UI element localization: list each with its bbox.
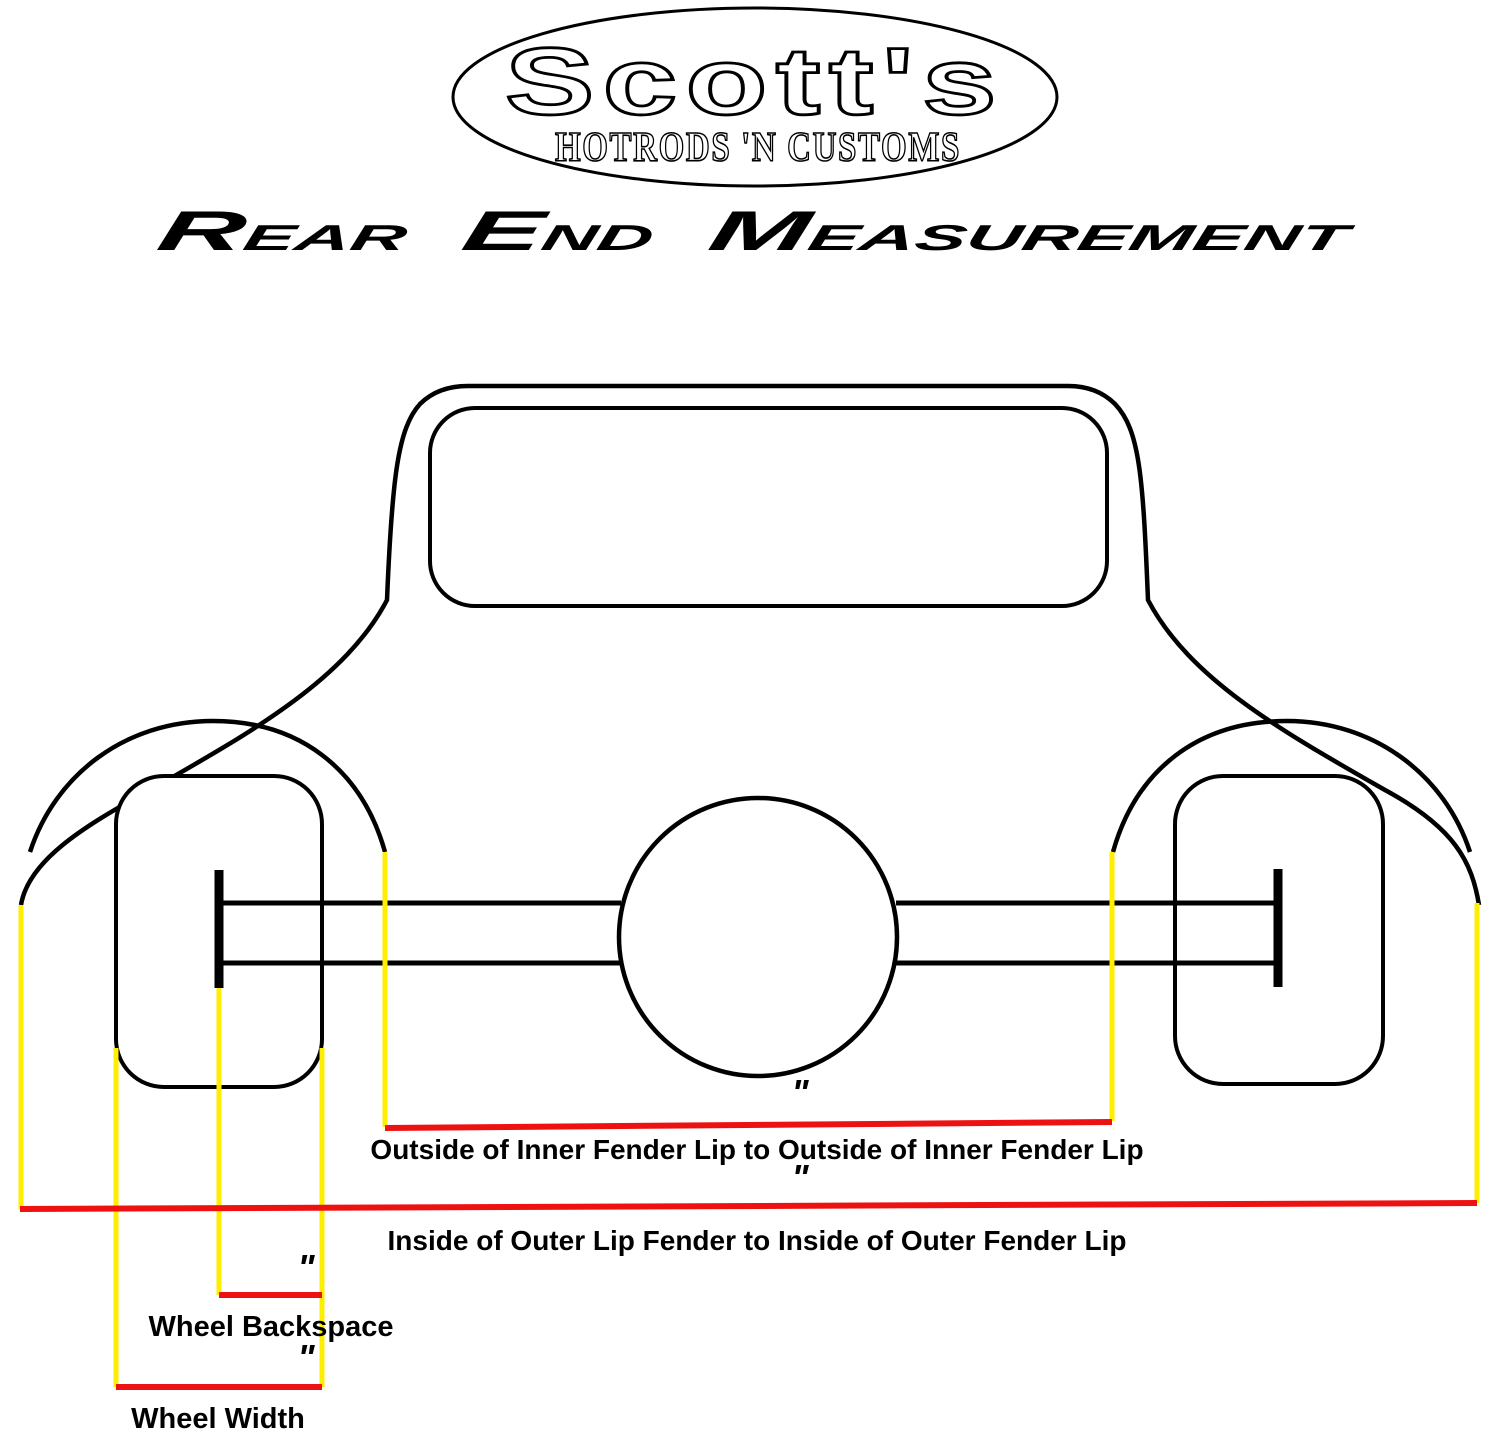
measure-line-outer-fender [20,1203,1477,1209]
wheel-backspace-label: Wheel Backspace [148,1311,394,1343]
outer-fender-unit-mark: " [791,1157,809,1198]
title-word3-rest: EASUREMENT [804,217,1065,258]
car-body [21,386,1479,1087]
inner-fender-label: Outside of Inner Fender Lip to Outside of Inner Fender Lip [370,1134,1144,1165]
differential-housing [619,798,897,1076]
title-word1-initial: R [152,199,207,262]
title-word2-initial: E [456,199,508,262]
logo-name: Scott's [505,29,1005,135]
measure-line-inner-fender [385,1122,1112,1128]
title-word2-rest: ND [537,217,599,258]
title-word3-initial: M [703,199,764,262]
wheel-width-label: Wheel Width [131,1403,305,1435]
logo-subtitle: HOTRODS 'N CUSTOMS [555,125,961,171]
page-title [152,200,1361,262]
title-word1-rest: EAR [239,217,325,258]
outer-fender-label: Inside of Outer Lip Fender to Inside of Outer Fender Lip [387,1225,1127,1256]
wheel-width-unit-mark: " [297,1337,315,1378]
logo [453,8,1057,186]
wheel-backspace-unit-mark: " [297,1247,315,1288]
inner-fender-unit-mark: " [791,1072,809,1113]
svg-text:REARENDMEASUREMENT [152,200,1361,262]
rear-window [430,408,1107,606]
